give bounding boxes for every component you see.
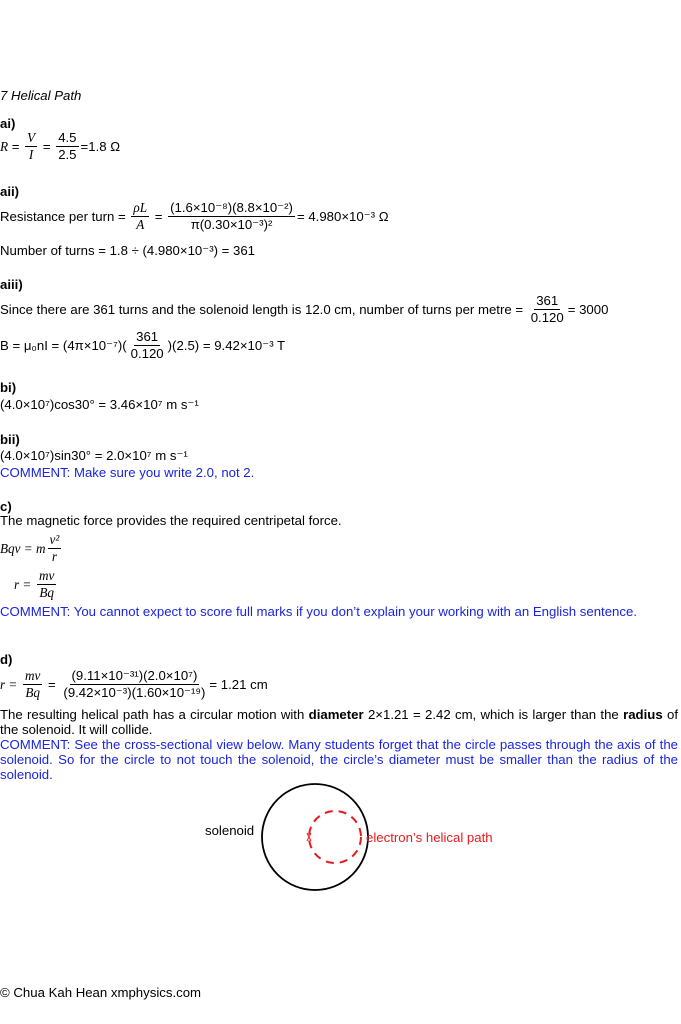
number-of-turns-line: Number of turns = 1.8 ÷ (4.980×10⁻³) = 361 [0, 243, 256, 258]
v-over-i-fraction: $\frac{V}{I}$ [27, 130, 36, 162]
turns-per-metre-line: Since there are 361 turns and the solenoid length is 12.0 cm, number of turns per metre = $\frac{361}{0.120}$ = 3000 [0, 293, 609, 325]
section-title: 7 Helical Path [0, 88, 82, 103]
part-c-comment: COMMENT: You cannot expect to score full marks if you don’t explain your working with an English sentence. [0, 604, 637, 619]
part-c-label: c) [0, 499, 12, 514]
resistance-per-turn-equation: Resistance per turn = $\frac{\rho L}{A}$ = $\frac{\text{(1.6×10⁻⁸)(8.8×10⁻²)}}{\text{π(0.30×10⁻³)²}}$ = 4.980×10⁻³ Ω [0, 200, 389, 232]
part-bi-equation: (4.0×10⁷)cos30° = 3.46×10⁷ m s⁻¹ [0, 397, 199, 412]
radius-equation: r = $\frac{mv}{Bq}$ [14, 568, 55, 600]
solenoid-label: solenoid [205, 823, 255, 838]
mv-over-bq-fraction: $\frac{mv}{Bq}$ [39, 568, 55, 600]
part-bii-label: bii) [0, 432, 20, 447]
resistance-symbol: R [0, 138, 9, 154]
part-ai-result: =1.8 Ω [80, 138, 121, 154]
helix-radius-numeric-fraction: $\frac{\text{(9.11×10⁻³¹)(2.0×10⁷)}}{\text{(9.42×10⁻³)(1.60×10⁻¹⁹)}}$ [63, 668, 206, 700]
mv-over-bq-fraction-d: $\frac{mv}{Bq}$ [25, 668, 41, 700]
part-d-paragraph: The resulting helical path has a circular motion with diameter 2×1.21 = 2.42 cm, which is larger than the radius of the solenoid. It will collide. [0, 707, 678, 737]
helix-radius-equation: r = $\frac{mv}{Bq}$ = $\frac{\text{(9.11×10⁻³¹)(2.0×10⁷)}}{\text{(9.42×10⁻³)(1.60×10⁻¹⁹)}}$ = 1.21 cm [0, 668, 268, 700]
part-bi-label: bi) [0, 380, 17, 395]
force-balance-equation: Bqv = m $\frac{\text{v²}}{r}$ [0, 532, 60, 564]
part-d-label: d) [0, 652, 13, 667]
numeric-fraction: $\frac{4.5}{2.5}$ [58, 130, 77, 162]
resistance-numeric-fraction: $\frac{\text{(1.6×10⁻⁸)(8.8×10⁻²)}}{\text{π(0.30×10⁻³)²}}$ [170, 200, 293, 232]
helical-path-label: electron’s helical path [366, 830, 493, 845]
footer-copyright: © Chua Kah Hean xmphysics.com [0, 985, 202, 1000]
resistance-per-turn-result: = 4.980×10⁻³ Ω [296, 208, 389, 224]
magnetic-field-equation: B = μ₀nI = (4π×10⁻⁷)( $\frac{361}{0.120}$ )(2.5) = 9.42×10⁻³ T [0, 329, 286, 361]
part-bii-equation: (4.0×10⁷)sin30° = 2.0×10⁷ m s⁻¹ [0, 448, 188, 463]
part-d-comment: COMMENT: See the cross-sectional view below. Many students forget that the circle passes through the axis of the solenoid. So for the circle to not touch the solenoid, the circle’s diameter must be smaller than the radius of the solenoid. [0, 737, 678, 782]
part-aiii-label: aiii) [0, 277, 23, 292]
turns-per-metre-fraction: $\frac{361}{0.120}$ [530, 293, 564, 325]
field-fraction: $\frac{361}{0.120}$ [130, 329, 164, 361]
rho-l-over-a-fraction: $\frac{\rho L}{A}$ [133, 200, 148, 232]
solenoid-circle [262, 784, 368, 890]
part-ai-equation: R = $\frac{V}{I}$ = $\frac{4.5}{2.5}$ =1.8 Ω [0, 130, 121, 162]
part-bii-comment: COMMENT: Make sure you write 2.0, not 2. [0, 465, 255, 480]
v-squared-over-r-fraction: $\frac{\text{v²}}{r}$ [49, 532, 60, 564]
cross-section-diagram [258, 780, 373, 895]
part-aii-label: aii) [0, 184, 20, 199]
helical-path-circle [309, 811, 361, 863]
part-c-text: The magnetic force provides the required centripetal force. [0, 513, 342, 528]
part-ai-label: ai) [0, 116, 16, 131]
